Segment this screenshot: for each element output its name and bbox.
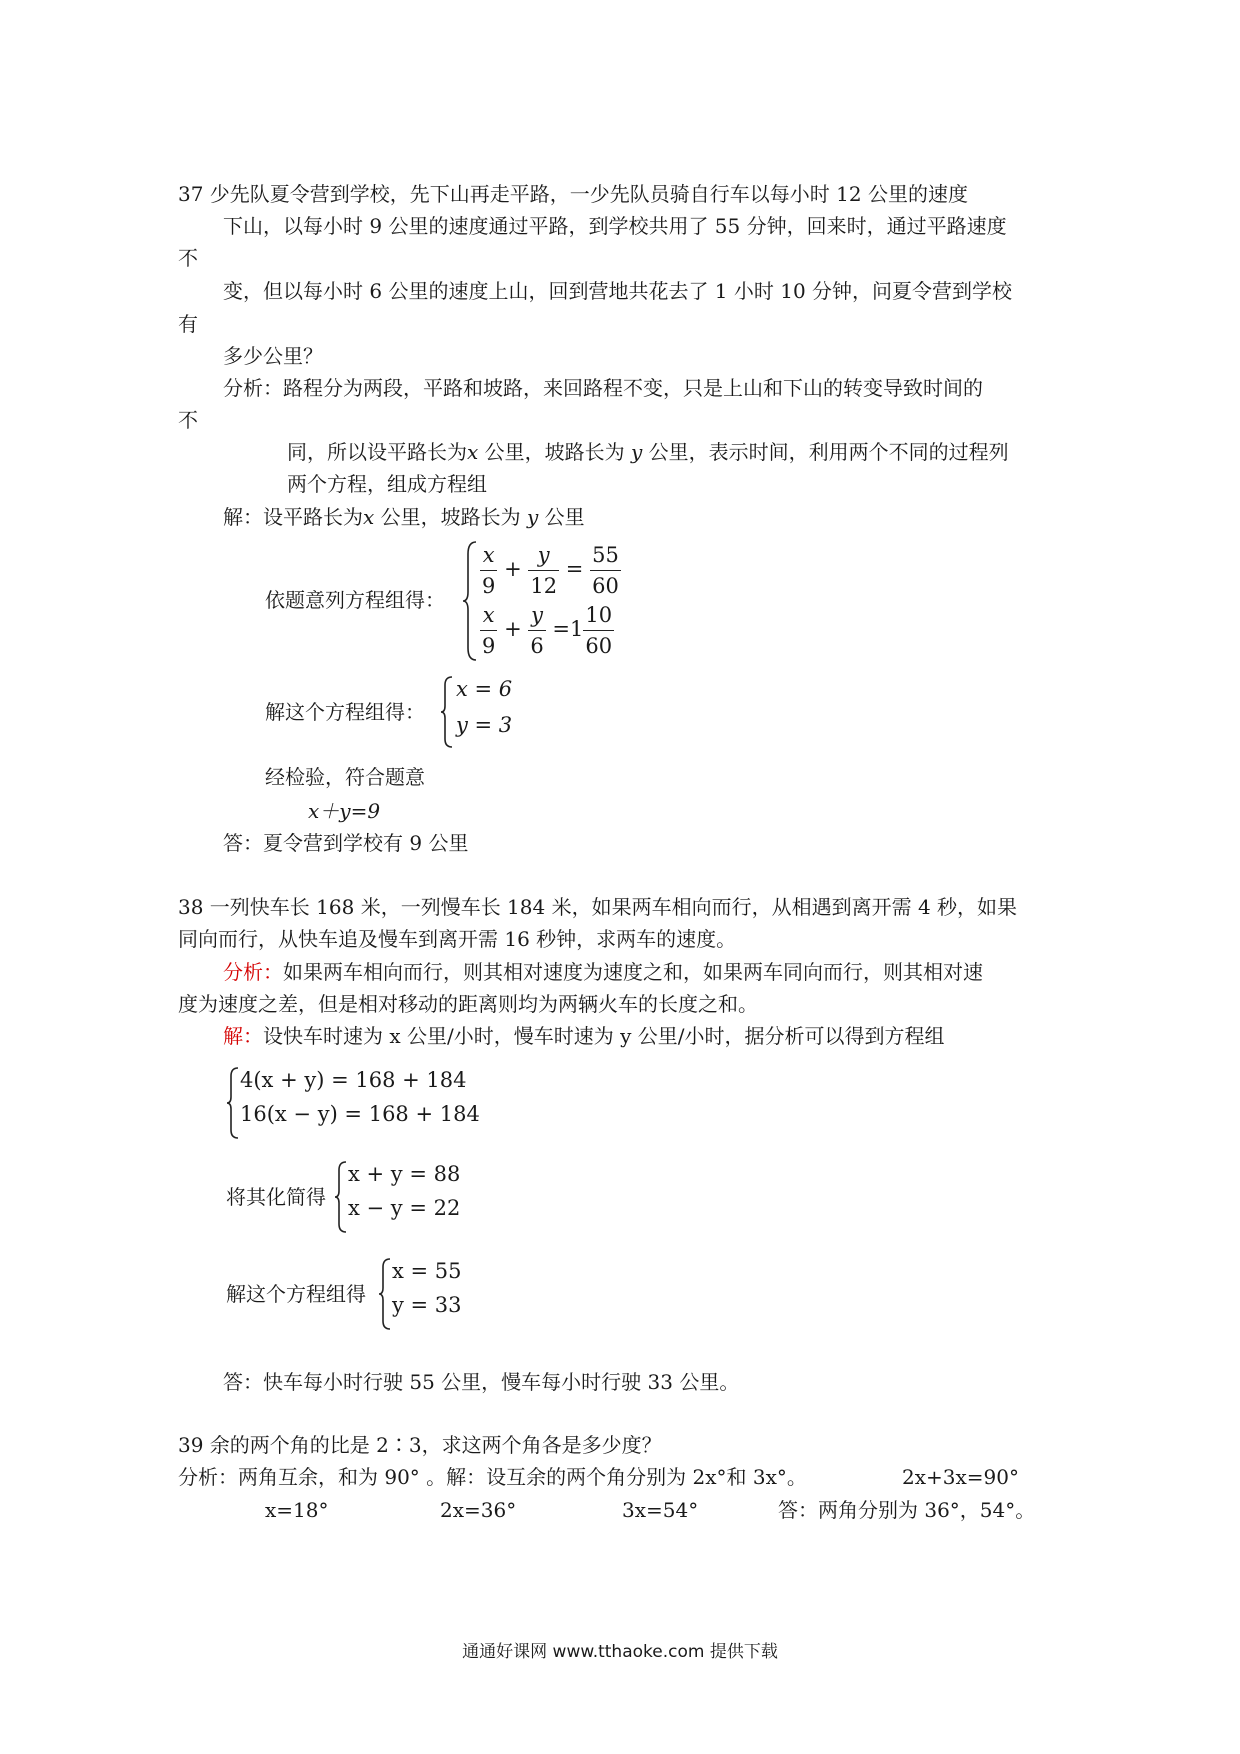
- p38-simplified-system: [334, 1160, 494, 1234]
- p37-equation-2: $\frac{x}{9}$ + $\frac{y}{6}$ =1 $\frac{10}{60}$: [480, 600, 614, 661]
- p37-solution-system: [440, 675, 560, 749]
- p39-line-2b: 2x+3x=90°: [902, 1465, 1019, 1489]
- p38-solution-text: 设快车时速为 x 公里/小时，慢车时速为 y 公里/小时，据分析可以得到方程组: [263, 1024, 945, 1048]
- p38-solution-line: [223, 1022, 944, 1050]
- p38-equation-2: 16(x − y) = 168 + 184: [240, 1102, 480, 1126]
- p37-line-1: 37 少先队夏令营到学校，先下山再走平路，一少先队员骑自行车以每小时 12 公里的速度: [178, 182, 968, 206]
- p37-sum: x＋y=9: [308, 799, 381, 823]
- p37-solution-text-a: 解：设平路长为: [223, 505, 363, 529]
- p37-solution-line: [223, 503, 585, 531]
- p37-equation-system: [462, 540, 622, 662]
- var-y: y: [631, 440, 643, 464]
- left-brace-icon: [462, 540, 478, 662]
- p37-line-6: 多少公里？: [223, 344, 323, 368]
- p38-solution-x: x = 55: [392, 1259, 462, 1283]
- p38-solution-system: [378, 1257, 498, 1331]
- p38-analysis-line-2: 度为速度之差，但是相对移动的距离则均为两辆火车的长度之和。: [178, 992, 758, 1016]
- p38-equation-system: [226, 1066, 486, 1140]
- p37-line-5: 有: [178, 312, 198, 336]
- p37-analysis-line-2: 不: [178, 408, 198, 432]
- p37-solve-label: 解这个方程组得：: [265, 700, 425, 724]
- left-brace-icon: [378, 1257, 392, 1331]
- p38-solution-y: y = 33: [392, 1293, 462, 1317]
- p37-line-2: 下山，以每小时 9 公里的速度通过平路，到学校共用了 55 分钟，回来时，通过平路速度: [223, 214, 1007, 238]
- p39-answer: 答：两角分别为 36°，54°。: [778, 1498, 1036, 1522]
- p37-analysis-text-b: 公里，坡路长为: [484, 440, 625, 464]
- p38-line-2: 同向而行，从快车追及慢车到离开需 16 秒钟，求两车的速度。: [178, 927, 737, 951]
- p37-solution-text-b: 公里，坡路长为: [380, 505, 521, 529]
- left-brace-icon: [226, 1066, 240, 1140]
- p37-analysis-line-4: 两个方程，组成方程组: [287, 472, 487, 496]
- p38-analysis-label: 分析：: [223, 960, 283, 984]
- p37-line-3: 不: [178, 246, 198, 270]
- p37-analysis-text-a: 同，所以设平路长为: [287, 440, 467, 464]
- p38-answer: 答：快车每小时行驶 55 公里，慢车每小时行驶 33 公里。: [223, 1370, 740, 1394]
- p37-equation-1: $\frac{x}{9}$ + $\frac{y}{12}$ = $\frac{55}{60}$: [480, 540, 621, 601]
- p38-analysis-text: 如果两车相向而行，则其相对速度为速度之和，如果两车同向而行，则其相对速: [283, 960, 983, 984]
- left-brace-icon: [334, 1160, 348, 1234]
- var-y: y: [527, 505, 539, 529]
- p38-equation-4: x − y = 22: [348, 1196, 461, 1220]
- p39-3x-value: 3x=54°: [622, 1498, 699, 1522]
- p38-analysis-line-1: [223, 958, 983, 986]
- p38-simplify-label: 将其化简得: [226, 1185, 326, 1209]
- var-x: x: [363, 505, 375, 529]
- p39-line-1: 39 余的两个角的比是 2∶3，求这两个角各是多少度？: [178, 1433, 662, 1457]
- p39-x-value: x=18°: [265, 1498, 329, 1522]
- p37-solution-x: x = 6: [456, 677, 513, 701]
- var-x: x: [467, 440, 479, 464]
- p37-system-label: 依题意列方程组得：: [265, 588, 445, 612]
- page-footer: 通通好课网 www.tthaoke.com 提供下载: [462, 1642, 778, 1662]
- p37-answer: 答：夏令营到学校有 9 公里: [223, 831, 469, 855]
- p37-analysis-line-3: [287, 438, 1009, 466]
- p39-line-2a: 分析：两角互余，和为 90° 。解：设互余的两个角分别为 2x°和 3x°。: [178, 1465, 807, 1489]
- p37-verify: 经检验，符合题意: [265, 765, 425, 789]
- p37-solution-text-c: 公里: [544, 505, 585, 529]
- p38-equation-3: x + y = 88: [348, 1162, 461, 1186]
- p38-equation-1: 4(x + y) = 168 + 184: [240, 1068, 467, 1092]
- p39-2x-value: 2x=36°: [440, 1498, 517, 1522]
- p37-analysis-line-1: 分析：路程分为两段，平路和坡路，来回路程不变，只是上山和下山的转变导致时间的: [223, 376, 983, 400]
- p37-line-4: 变，但以每小时 6 公里的速度上山，回到营地共花去了 1 小时 10 分钟，问夏令营到学校: [223, 279, 1013, 303]
- left-brace-icon: [440, 675, 454, 749]
- p38-line-1: 38 一列快车长 168 米，一列慢车长 184 米，如果两车相向而行，从相遇到离开需 4 秒，如果: [178, 895, 1018, 919]
- p37-solution-y: y = 3: [456, 713, 513, 737]
- p38-solution-label: 解：: [223, 1024, 263, 1048]
- p38-solve-label: 解这个方程组得: [226, 1282, 366, 1306]
- p37-analysis-text-c: 公里，表示时间，利用两个不同的过程列: [648, 440, 1009, 464]
